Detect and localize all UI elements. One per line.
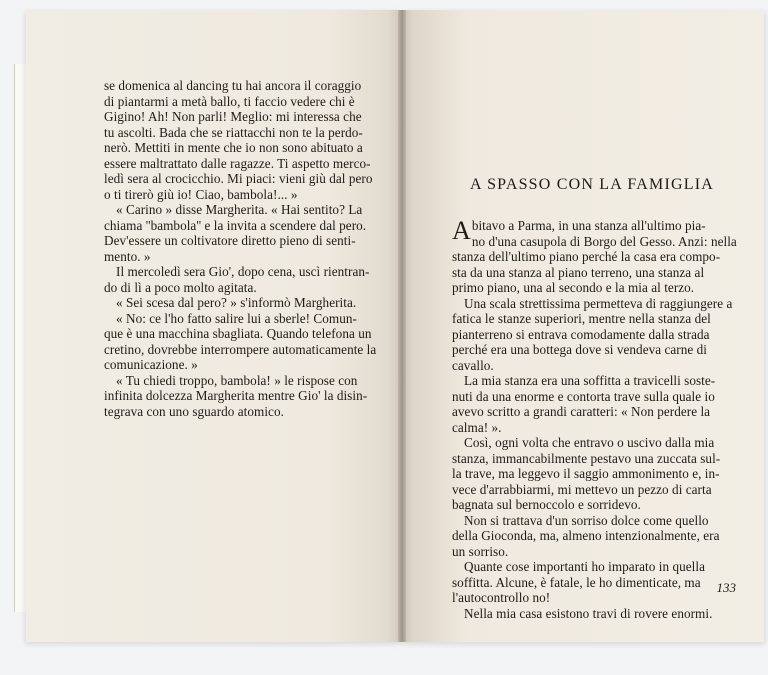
text-line: Il mercoledì sera Gio', dopo cena, uscì rientran-: [116, 264, 370, 279]
text-line: calma! ».: [452, 419, 502, 435]
text-line: nuti da una enorme e contorta trave sulla quale io: [452, 388, 715, 404]
text-line: Gigino! Ah! Non parli! Meglio: mi interessa che: [104, 109, 362, 124]
chapter-heading: A SPASSO CON LA FAMIGLIA: [470, 176, 714, 193]
text-line: Dev'essere un coltivatore diretto pieno di senti-: [104, 233, 356, 248]
text-line: primo piano, una al secondo e la mia al terzo.: [452, 280, 695, 295]
text-line: fatica le stanze superiori, mentre nella stanza del: [452, 311, 711, 326]
text-line: Quante cose importanti ho imparato in quella: [464, 559, 705, 574]
right-page: [402, 10, 764, 642]
text-line: ledì sera al crocicchio. Mi piaci: vieni giù dal pero: [104, 171, 373, 186]
text-line: essere maltrattato dalle ragazze. Ti aspetto merco-: [104, 155, 371, 171]
text-line: Così, ogni volta che entravo o uscivo dalla mia: [464, 435, 715, 450]
page-number: 133: [716, 580, 736, 595]
text-line: comunicazione. »: [104, 357, 198, 372]
text-line: mento. »: [104, 248, 151, 264]
text-line: sta da una stanza al piano terreno, una stanza al: [452, 264, 705, 280]
text-line: cavallo.: [452, 357, 494, 373]
text-line: se domenica al dancing tu hai ancora il coraggio: [104, 78, 362, 93]
text-line: « No: ce l'ho fatto salire lui a sberle! Comun-: [116, 310, 357, 326]
text-line: vece d'arrabbiarmi, mi mettevo un pezzo di carta: [452, 481, 712, 497]
text-line: di piantarmi a metà ballo, ti faccio vedere chi è: [104, 93, 355, 109]
text-line: La mia stanza era una soffitta a travicelli soste-: [464, 373, 716, 388]
right-page-text: [452, 218, 752, 621]
left-page-text: [104, 78, 377, 419]
text-line: perché era una bottega dove si vendeva carne di: [452, 342, 707, 357]
text-line: la trave, ma leggevo il saggio ammonimento e, in-: [452, 466, 720, 481]
text-line: stanza dell'ultimo piano perché la casa era compo-: [452, 249, 721, 264]
text-line: tegrava con uno sguardo atomico.: [104, 403, 284, 419]
text-line: chiama ''bambola'' e la invita a scendere dal pero.: [104, 217, 367, 233]
text-line: pianterreno si entrava comodamente dalla strada: [452, 326, 710, 342]
text-line: soffitta. Alcune, è fatale, le ho dimenticate, ma: [452, 574, 701, 590]
text-line: cretino, dovrebbe interrompere automaticamente la: [104, 341, 377, 357]
text-line: que è una macchina sbagliata. Quando telefona un: [104, 326, 372, 341]
text-line: avevo scritto a grandi caratteri: « Non perdere la: [452, 404, 711, 419]
text-line: « Sei scesa dal pero? » s'informò Margherita.: [116, 295, 357, 310]
text-line: o ti tirerò giù io! Ciao, bambola!... »: [104, 186, 298, 202]
text-line: Una scala strettissima permetteva di raggiungere a: [464, 295, 733, 311]
text-line: bagnata sul bernoccolo e sorridevo.: [452, 497, 641, 512]
text-line: un sorriso.: [452, 543, 509, 559]
text-line: stanza, immancabilmente pestavo una zuccata sul-: [452, 450, 721, 466]
left-page: [26, 10, 402, 642]
text-line: bitavo a Parma, in una stanza all'ultimo pia-: [471, 218, 706, 233]
drop-cap: A: [452, 216, 471, 245]
book-gutter: [398, 10, 406, 642]
text-line: no d'una casupola di Borgo del Gesso. Anzi: nella: [471, 233, 737, 249]
text-line: l'autocontrollo no!: [452, 590, 551, 605]
text-line: do di lì a poco molto agitata.: [104, 279, 257, 295]
open-book: [26, 10, 764, 642]
text-line: della Gioconda, ma, almeno intenzionalmente, era: [452, 528, 720, 543]
text-line: nerò. Mettiti in mente che io non sono abituato a: [104, 140, 363, 155]
text-line: Nella mia casa esistono travi di rovere enormi.: [464, 605, 713, 621]
text-line: « Carino » disse Margherita. « Hai sentito? La: [116, 202, 363, 217]
text-line: infinita dolcezza Margherita mentre Gio' la disin-: [104, 388, 368, 403]
text-line: tu ascolti. Bada che se riattacchi non te la perdo-: [104, 124, 363, 140]
text-line: « Tu chiedi troppo, bambola! » le rispose con: [116, 372, 358, 388]
text-line: Non si trattava d'un sorriso dolce come quello: [464, 512, 709, 528]
